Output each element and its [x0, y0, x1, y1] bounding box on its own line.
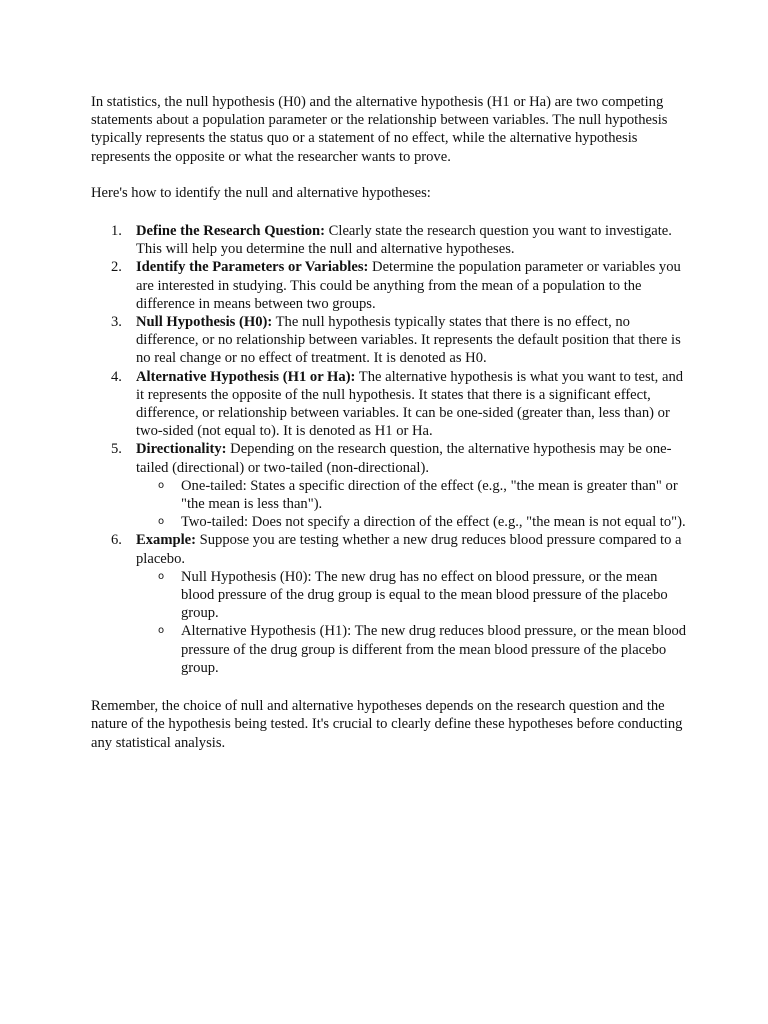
bullet-icon: o [158, 479, 165, 491]
step-text: The null hypothesis typically states that there is no effect, no difference, or no relationship between variables. It represents the default position that there is no real change or no effect of treatment. It is denoted as H0. [136, 314, 681, 367]
step-term: Null Hypothesis (H0): [136, 314, 273, 331]
step-number: 1. [111, 223, 122, 240]
step-term: Directionality: [136, 441, 227, 458]
step-text: Clearly state the research question you want to investigate. This will help you determine the null and alternative hypotheses. [136, 223, 672, 258]
bullet-icon: o [158, 516, 165, 528]
step-item-6 [91, 531, 691, 677]
step-number: 6. [111, 532, 122, 549]
step-term: Alternative Hypothesis (H1 or Ha): [136, 368, 356, 385]
lead-paragraph: Here's how to identify the null and alternative hypotheses: [91, 184, 431, 201]
sub-list [136, 477, 691, 532]
sub-list-item [136, 477, 691, 513]
bullet-icon: o [158, 625, 165, 637]
step-item-1 [91, 222, 691, 258]
step-number: 4. [111, 368, 122, 385]
step-text: Depending on the research question, the alternative hypothesis may be one-tailed (directional) or two-tailed (non-directional). [136, 441, 672, 476]
step-number: 5. [111, 441, 122, 458]
sub-item-text: Two-tailed: Does not specify a direction of the effect (e.g., "the mean is not equal to"). [181, 514, 686, 531]
intro-paragraph: In statistics, the null hypothesis (H0) and the alternative hypothesis (H1 or Ha) are two competing statements about a population parameter or the relationship between variables. The null hypothesis typically represents the status quo or a statement of no effect, while the alternative hypothesis represents the opposite or what the researcher wants to prove. [91, 94, 668, 165]
step-number: 2. [111, 259, 122, 276]
step-item-5 [91, 440, 691, 531]
step-item-2 [91, 258, 691, 313]
step-text: Suppose you are testing whether a new drug reduces blood pressure compared to a placebo. [136, 532, 682, 567]
step-item-3 [91, 313, 691, 368]
sub-list [136, 568, 691, 677]
sub-item-text: Alternative Hypothesis (H1): The new drug reduces blood pressure, or the mean blood pressure of the drug group is different from the mean blood pressure of the placebo group. [181, 623, 687, 676]
bullet-icon: o [158, 570, 165, 582]
sub-list-item [136, 568, 691, 623]
steps-list [91, 222, 691, 677]
sub-item-text: Null Hypothesis (H0): The new drug has no effect on blood pressure, or the mean blood pressure of the drug group is equal to the mean blood pressure of the placebo group. [181, 568, 668, 622]
sub-list-item [136, 513, 691, 531]
step-number: 3. [111, 314, 122, 331]
step-term: Example: [136, 532, 196, 549]
sub-list-item [136, 622, 691, 677]
step-text: The alternative hypothesis is what you want to test, and it represents the opposite of the null hypothesis. It states that there is a significant effect, difference, or relationship between variables. It can be one-sided (greater than, less than) or two-sided (not equal to). It is denoted as H1 or Ha. [136, 368, 684, 440]
step-text: Determine the population parameter or variables you are interested in studying. This could be anything from the mean of a population to the difference in means between two groups. [136, 259, 681, 312]
step-term: Identify the Parameters or Variables: [136, 259, 369, 276]
step-item-4 [91, 368, 691, 441]
closing-paragraph: Remember, the choice of null and alternative hypotheses depends on the research question and the nature of the hypothesis being tested. It's crucial to clearly define these hypotheses before conducting any statistical analysis. [91, 698, 683, 751]
step-term: Define the Research Question: [136, 223, 326, 240]
document-page [91, 93, 691, 752]
sub-item-text: One-tailed: States a specific direction of the effect (e.g., "the mean is greater than" or "the mean is less than"). [181, 477, 678, 513]
